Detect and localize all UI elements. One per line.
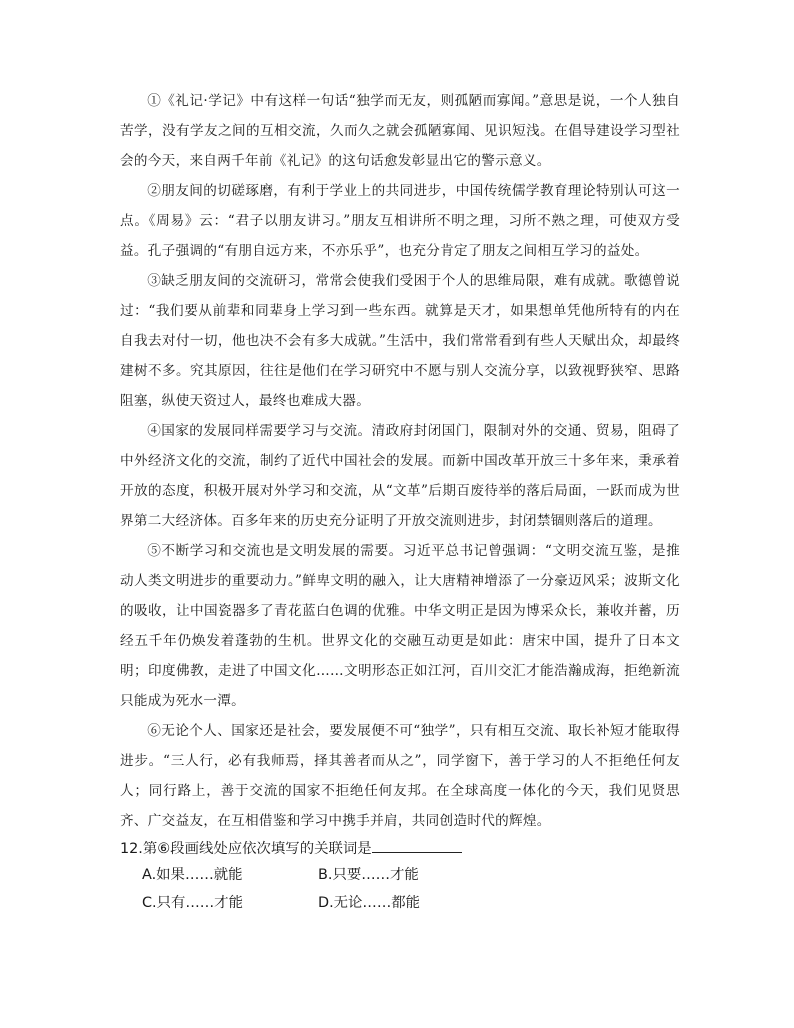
paragraph-3: ③缺乏朋友间的交流研习，常常会使我们受困于个人的思维局限，难有成就。歌德曾说过：“我们要从前辈和同辈身上学习到一些东西。就算是天才，如果想单凭他所特有的内在自我去对付一切，他也决不会有多大成就。”生活中，我们常常看到有些人天赋出众，却最终建树不多。究其原因，往往是他们在学习研究中不愿与别人交流分享，以致视野狭窄、思路阻塞，纵使天资过人，最终也难成大器。 <box>120 273 680 409</box>
option-c: C.只有……才能 <box>142 895 243 911</box>
paragraph-6: ⑥无论个人、国家还是社会，要发展便不可“独学”，只有相互交流、取长补短才能取得进步。“三人行，必有我师焉，择其善者而从之”，同学窗下，善于学习的人不拒绝任何友人；同行路上，善于交流的国家不拒绝任何友邦。在全球高度一体化的今天，我们见贤思齐、广交益友，在互相借鉴和学习中携手并肩，共同创造时代的辉煌。 <box>120 723 680 829</box>
answer-blank <box>372 838 462 853</box>
option-d: D.无论……都能 <box>318 895 420 911</box>
paragraph-1: ①《礼记·学记》中有这样一句话“独学而无友，则孤陋而寡闻。”意思是说，一个人独自苦学，没有学友之间的互相交流，久而久之就会孤陋寡闻、见识短浅。在倡导建设学习型社会的今天，来自两千年前《礼记》的这句话愈发彰显出它的警示意义。 <box>120 93 680 169</box>
option-b: B.只要……才能 <box>318 867 419 883</box>
question-title <box>120 836 700 862</box>
option-a: A.如果……就能 <box>142 867 243 883</box>
paragraph-5: ⑤不断学习和交流也是文明发展的需要。习近平总书记曾强调：“文明交流互鉴，是推动人类文明进步的重要动力。”鲜卑文明的融入，让大唐精神增添了一分豪迈风采；波斯文化的吸收，让中国瓷器多了青花蓝白色调的优雅。中华文明正是因为博采众长，兼收并蓄，历经五千年仍焕发着蓬勃的生机。世界文化的交融互动更是如此：唐宋中国，提升了日本文明；印度佛教，走进了中国文化……文明形态正如江河，百川交汇才能浩瀚成海，拒绝新流只能成为死水一潭。 <box>120 543 680 709</box>
paragraph-2: ②朋友间的切磋琢磨，有利于学业上的共同进步，中国传统儒学教育理论特别认可这一点。《周易》云：“君子以朋友讲习。”朋友互相讲所不明之理，习所不熟之理，可使双方受益。孔子强调的“有朋自远方来，不亦乐乎”，也充分肯定了朋友之间相互学习的益处。 <box>120 183 680 259</box>
paragraph-4: ④国家的发展同样需要学习与交流。清政府封闭国门，限制对外的交通、贸易，阻碍了中外经济文化的交流，制约了近代中国社会的发展。而新中国改革开放三十多年来，秉承着开放的态度，积极开展对外学习和交流，从“文革”后期百废待举的落后局面，一跃而成为世界第二大经济体。百多年来的历史充分证明了开放交流则进步，封闭禁锢则落后的道理。 <box>120 423 680 529</box>
answer-options <box>142 862 700 916</box>
reading-passage <box>120 86 680 836</box>
question-12 <box>120 836 700 916</box>
question-text: 12.第⑥段画线处应依次填写的关联词是 <box>120 841 372 857</box>
